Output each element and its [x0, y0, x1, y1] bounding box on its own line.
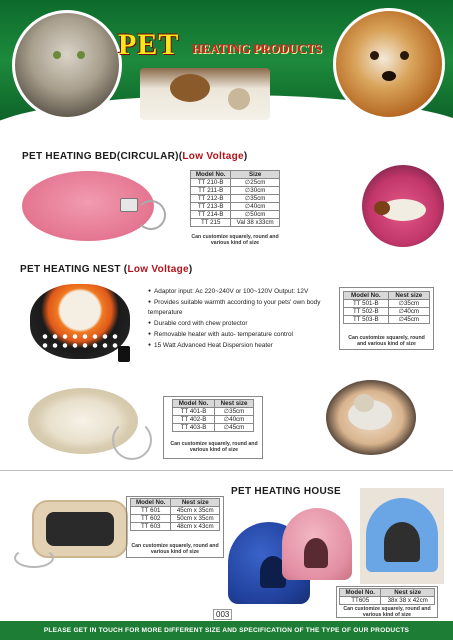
nest-spec-table-c: Model No. Nest size TT 601 45cm x 35cm TT 602 50cm x 35cm TT 603 48cm x 43cm [130, 498, 220, 531]
power-adapter [120, 198, 138, 212]
bed-spec-table [190, 170, 280, 227]
house-section-title: PET HEATING HOUSE [231, 486, 341, 497]
header-banner [0, 0, 453, 135]
nest-spec-table-a: Model No. Nest size TT 501-B ∅35cm TT 502-B ∅40cm TT 503-B ∅45cm [343, 291, 430, 324]
house-customize-note: Can customize squarely, round and various kind of size [343, 606, 431, 618]
nest-customize-note-a: Can customize squarely, round and various kind of size [348, 335, 425, 347]
puppy-photo [333, 8, 445, 120]
feature-item: ● Durable cord with chew protector [148, 319, 338, 330]
table-row: TT 401-B ∅35cm [173, 408, 254, 416]
table-row: TT 601 45cm x 35cm [131, 507, 220, 515]
table-row: TT 502-B ∅40cm [344, 308, 430, 316]
table-row: TT 214-B ∅50cm [191, 211, 280, 219]
oval-nest-cord [112, 420, 152, 460]
heating-nest-product [30, 284, 130, 359]
kitten-photo [12, 10, 122, 120]
nest-section-title: PET HEATING NEST (Low Voltage) [20, 264, 193, 275]
pink-heating-house-product [282, 508, 352, 580]
table-header: Size [231, 171, 280, 179]
table-row: TT 603 48cm x 43cm [131, 523, 220, 531]
title-heating-products: HEATING PRODUCTS [192, 42, 322, 56]
cat-in-house-photo [360, 488, 444, 584]
table-row: TT 211-B ∅30cm [191, 187, 280, 195]
table-header: Model No. [191, 171, 231, 179]
table-row: TT 210-B ∅25cm [191, 179, 280, 187]
bed-customize-note: Can customize squarely, round and various kind of size [191, 234, 279, 246]
house-spec-table: Model No. Nest size TT605 38x 38 x 42cm [339, 588, 435, 605]
table-row: TT 215 Val 38 x33cm [191, 219, 280, 227]
table-row: TT605 38x 38 x 42cm [340, 597, 435, 605]
nest-feature-list [148, 287, 338, 351]
dog-on-heating-bed-photo [362, 165, 444, 247]
feature-item: ● 15 Watt Advanced Heat Dispersion heater [148, 341, 338, 352]
feature-item: ● Provides suitable warmth according to your pets' own body temperature [148, 298, 338, 319]
section-divider [0, 470, 453, 471]
table-row: TT 212-B ∅35cm [191, 195, 280, 203]
table-row: TT 501-B ∅35cm [344, 300, 430, 308]
table-row: TT 602 50cm x 35cm [131, 515, 220, 523]
nest-customize-note-c: Can customize squarely, round and various kind of size [131, 543, 219, 555]
table-row: TT 402-B ∅40cm [173, 416, 254, 424]
dog-and-cat-on-pad-photo [140, 68, 270, 120]
feature-item: ● Removable heater with auto- temperature control [148, 330, 338, 341]
table-row: TT 213-B ∅40cm [191, 203, 280, 211]
rect-bed-cord [14, 548, 54, 568]
table-row: TT 503-B ∅45cm [344, 316, 430, 324]
power-cord [136, 200, 166, 230]
cat-in-nest-photo [326, 380, 416, 455]
bed-section-title: PET HEATING BED(CIRCULAR)(Low Voltage) [22, 151, 248, 162]
title-pet: PET [118, 28, 180, 61]
header-title [118, 28, 338, 68]
nest-customize-note-b: Can customize squarely, round and various kind of size [170, 441, 258, 453]
feature-item: ● Adaptor input: Ac 220~240V or 100~120V Output: 12V [148, 287, 338, 298]
footer-banner: PLEASE GET IN TOUCH FOR MORE DIFFERENT SIZE AND SPECIFICATION OF THE TYPE OF OUR PRODUCTS [0, 621, 453, 640]
nest-spec-table-b: Model No. Nest size TT 401-B ∅35cm TT 402-B ∅40cm TT 403-B ∅45cm [172, 399, 254, 432]
nest-adapter [118, 346, 130, 362]
table-row: TT 403-B ∅45cm [173, 424, 254, 432]
page-number: 003 [213, 609, 232, 620]
